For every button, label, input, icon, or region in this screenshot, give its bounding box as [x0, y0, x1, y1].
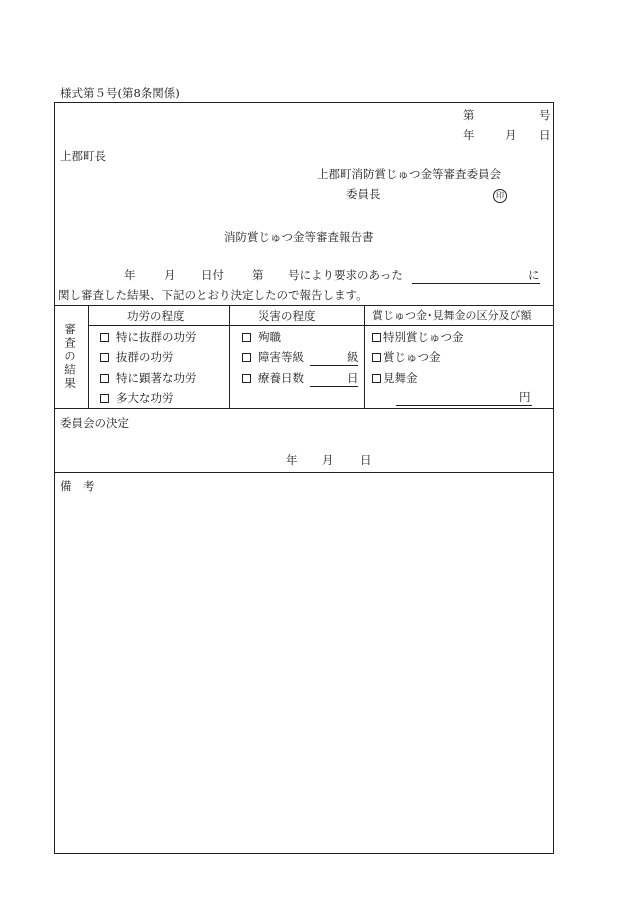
date-day: 日	[539, 128, 551, 142]
treatment-blank-line	[310, 386, 358, 387]
checkbox[interactable]	[100, 374, 109, 383]
category-item: 特別賞じゅつ金	[372, 330, 464, 344]
category-item: 賞じゅつ金	[372, 350, 441, 364]
chairman-label: 委員長	[346, 187, 381, 201]
decision-month: 月	[322, 453, 334, 467]
decision-day: 日	[360, 453, 372, 467]
request-line-2: 関し審査した結果、下記のとおり決定したので報告します。	[58, 288, 368, 302]
checkbox[interactable]	[372, 353, 381, 362]
seal-icon: 印	[493, 189, 507, 203]
req-day: 日付	[201, 268, 224, 282]
table-bottom-rule	[54, 408, 554, 409]
checkbox[interactable]	[372, 374, 381, 383]
request-blank-line	[412, 283, 540, 284]
merit-item: 特に抜群の功労	[100, 330, 197, 344]
treatment-unit: 日	[347, 371, 359, 385]
form-number: 様式第５号(第8条関係)	[60, 86, 180, 100]
checkbox[interactable]	[100, 394, 109, 403]
decision-label: 委員会の決定	[60, 416, 129, 430]
section-label: 審査の結果	[63, 323, 77, 391]
form-frame	[54, 102, 554, 854]
req-go-text: 号により要求のあった	[288, 268, 403, 282]
date-year: 年	[463, 128, 475, 142]
doc-no-go: 号	[539, 108, 551, 122]
disaster-treatment: 療養日数	[242, 371, 304, 385]
req-year: 年	[124, 268, 136, 282]
checkbox[interactable]	[242, 374, 251, 383]
checkbox[interactable]	[100, 333, 109, 342]
checkbox[interactable]	[242, 353, 251, 362]
committee-name: 上郡町消防賞じゅつ金等審査委員会	[317, 167, 501, 181]
merit-item: 抜群の功労	[100, 350, 174, 364]
amount-unit: 円	[519, 390, 531, 404]
col-header-disaster: 災害の程度	[258, 309, 316, 323]
req-ni: に	[528, 268, 540, 282]
date-month: 月	[505, 128, 517, 142]
col-divider-1	[88, 305, 89, 408]
doc-no-dai: 第	[463, 108, 475, 122]
disaster-death: 殉職	[242, 330, 281, 344]
col-divider-3	[364, 305, 365, 408]
merit-item: 特に顕著な功労	[100, 371, 197, 385]
merit-item: 多大な功労	[100, 391, 174, 405]
amount-blank-line	[396, 405, 532, 406]
disaster-disability: 障害等級	[242, 350, 304, 364]
req-month: 月	[164, 268, 176, 282]
seal-mark	[493, 187, 507, 203]
remarks-label: 備 考	[60, 479, 95, 493]
col-header-merit: 功労の程度	[127, 309, 185, 323]
decision-year: 年	[286, 453, 298, 467]
document-title: 消防賞じゅつ金等審査報告書	[224, 230, 374, 244]
checkbox[interactable]	[242, 333, 251, 342]
category-item: 見舞金	[372, 371, 418, 385]
disability-unit: 級	[347, 350, 359, 364]
req-dai: 第	[252, 268, 264, 282]
checkbox[interactable]	[372, 333, 381, 342]
disability-blank-line	[310, 365, 358, 366]
col-header-category: 賞じゅつ金･見舞金の区分及び額	[372, 309, 532, 322]
addressee: 上郡町長	[60, 149, 106, 163]
col-divider-2	[229, 305, 230, 408]
table-header-rule	[88, 325, 554, 326]
checkbox[interactable]	[100, 353, 109, 362]
table-top-rule	[54, 305, 554, 306]
decision-bottom-rule	[54, 472, 554, 473]
